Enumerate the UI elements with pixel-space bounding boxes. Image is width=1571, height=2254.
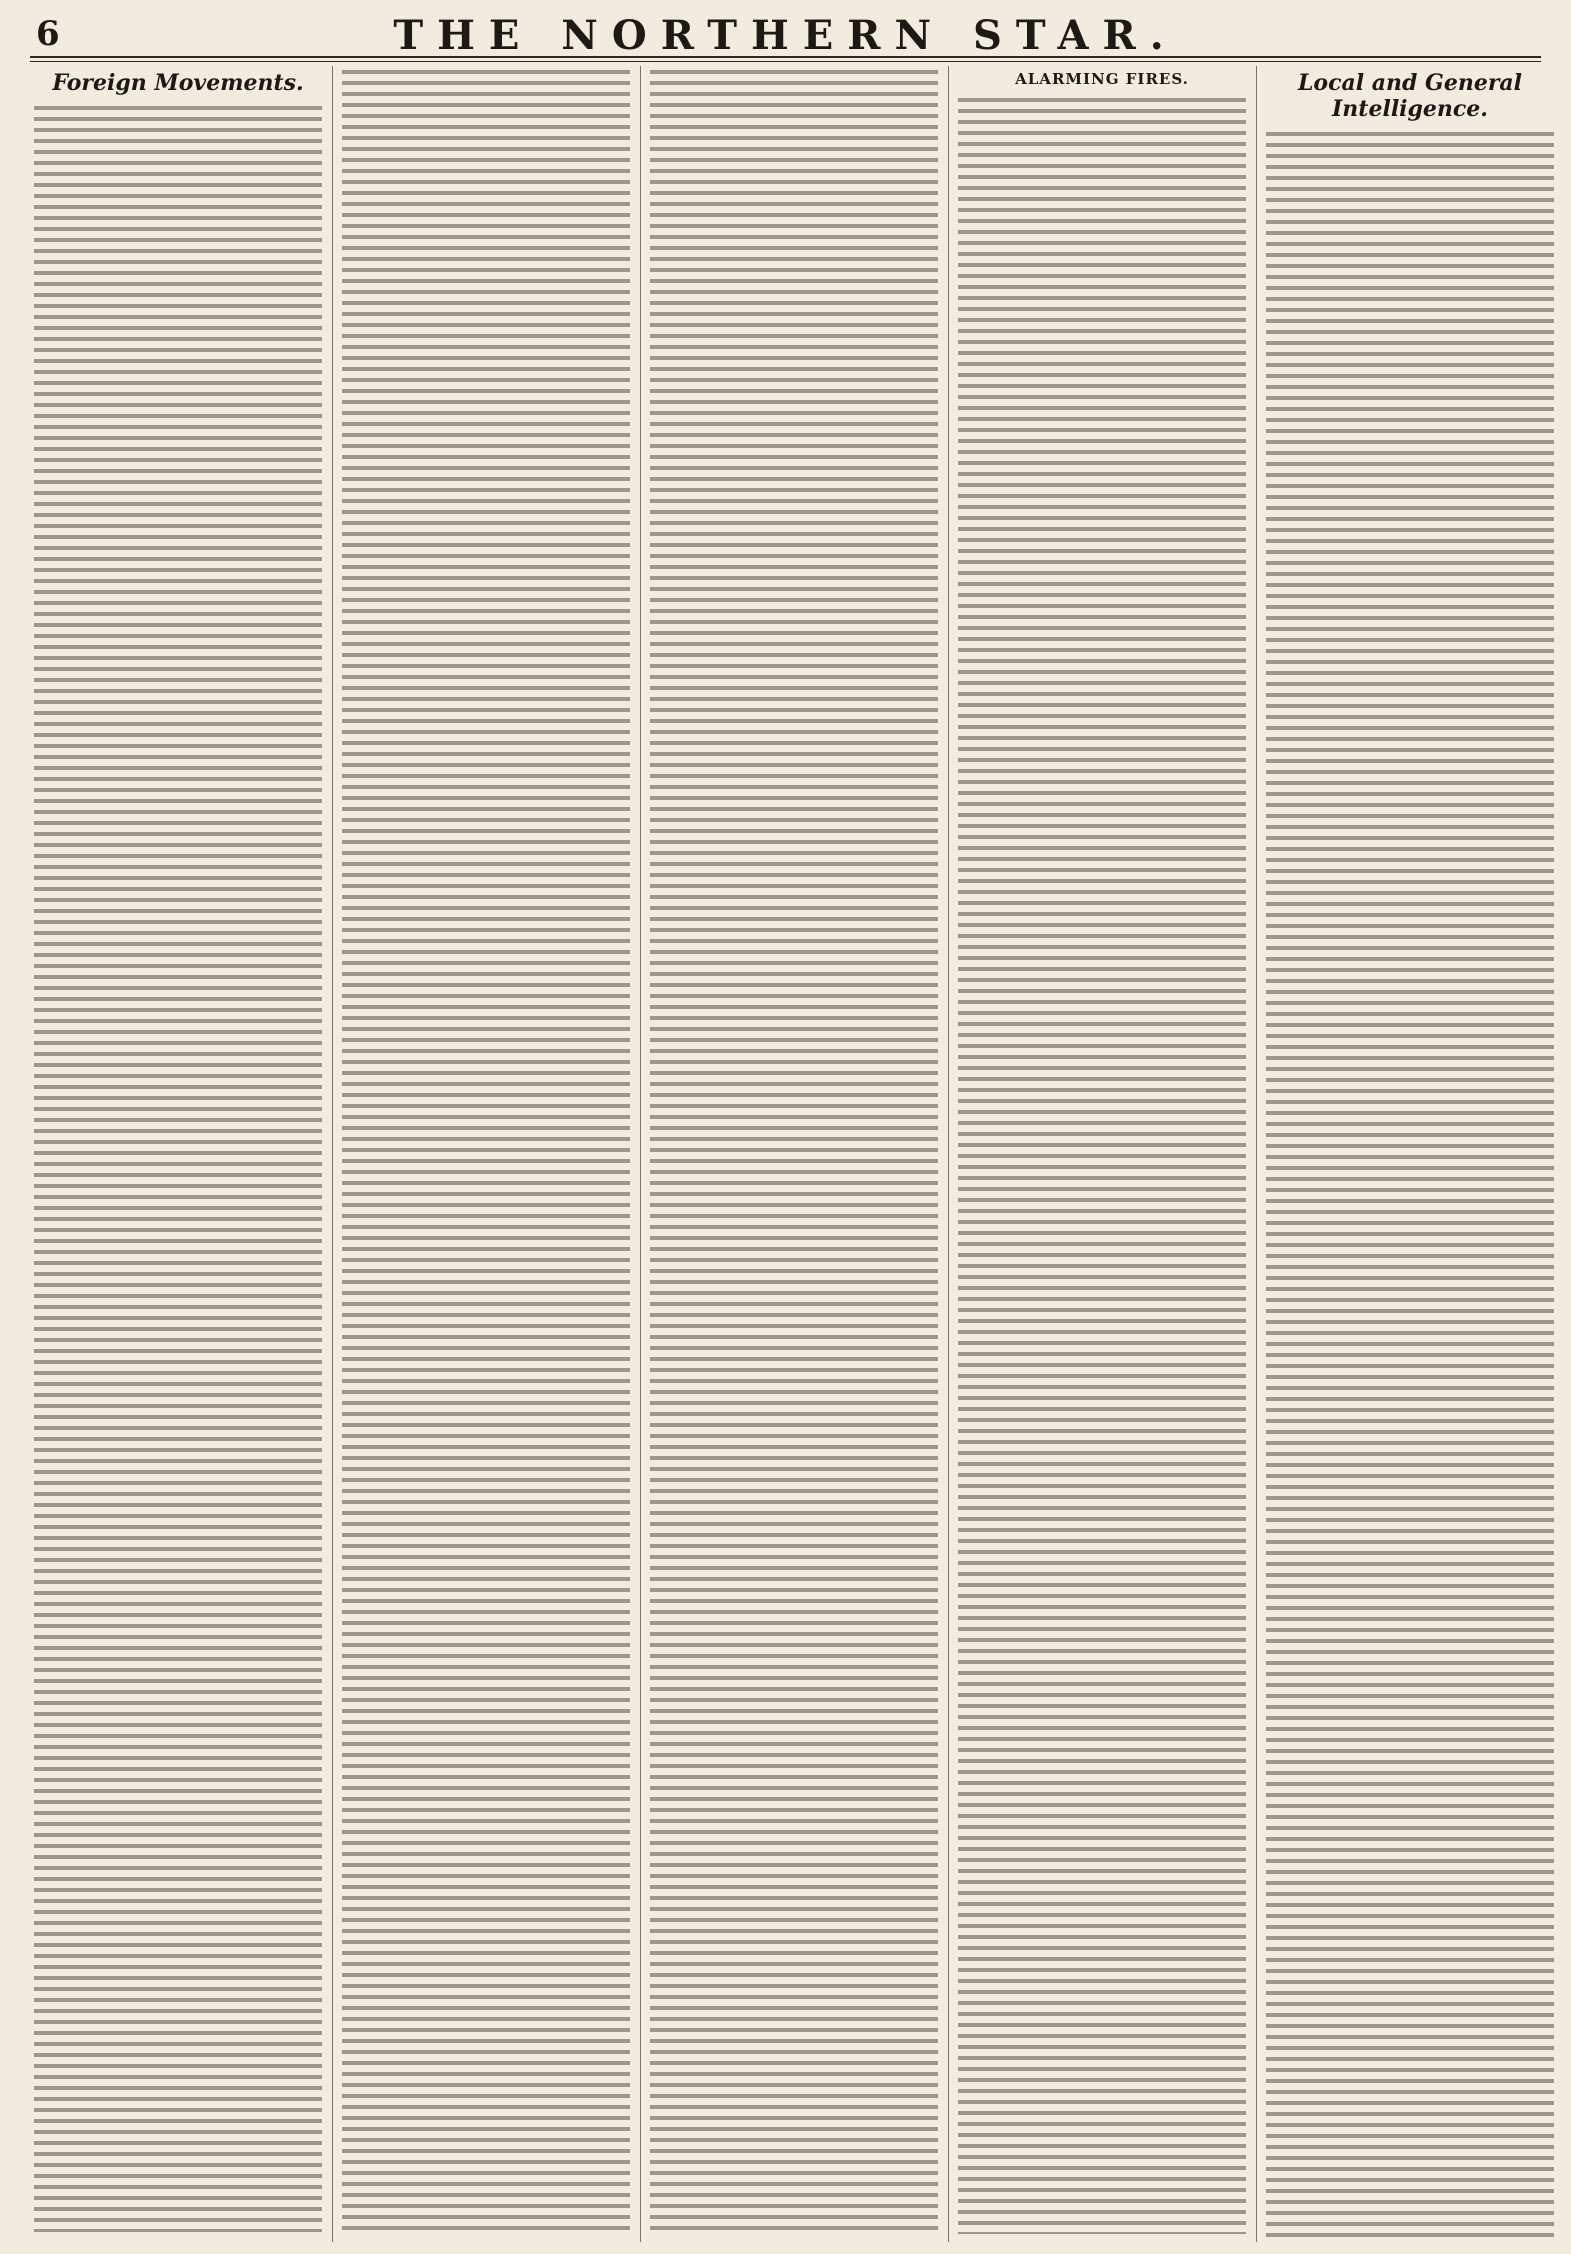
section-heading-local: Local and General Intelligence.	[1297, 70, 1523, 122]
article-text-block	[958, 94, 1246, 2234]
masthead-rule	[30, 56, 1541, 58]
page-number: 6	[36, 14, 60, 54]
article-text-block	[1266, 128, 1554, 2242]
column-divider	[1256, 66, 1257, 2242]
section-heading-fires: ALARMING FIRES.	[1015, 70, 1189, 88]
column-divider	[948, 66, 949, 2242]
article-text-block	[650, 66, 938, 2236]
section-heading-foreign: Foreign Movements.	[52, 70, 304, 96]
masthead	[30, 8, 1541, 59]
article-text-block	[342, 66, 630, 2236]
column-1	[32, 66, 324, 2242]
column-divider	[332, 66, 333, 2242]
column-5	[1264, 66, 1556, 2242]
column-3	[648, 66, 940, 2242]
article-text-block	[34, 102, 322, 2232]
masthead-rule-thin	[30, 61, 1541, 62]
column-4	[956, 66, 1248, 2242]
column-divider	[640, 66, 641, 2242]
newspaper-title: THE NORTHERN STAR.	[393, 12, 1178, 59]
column-2	[340, 66, 632, 2242]
